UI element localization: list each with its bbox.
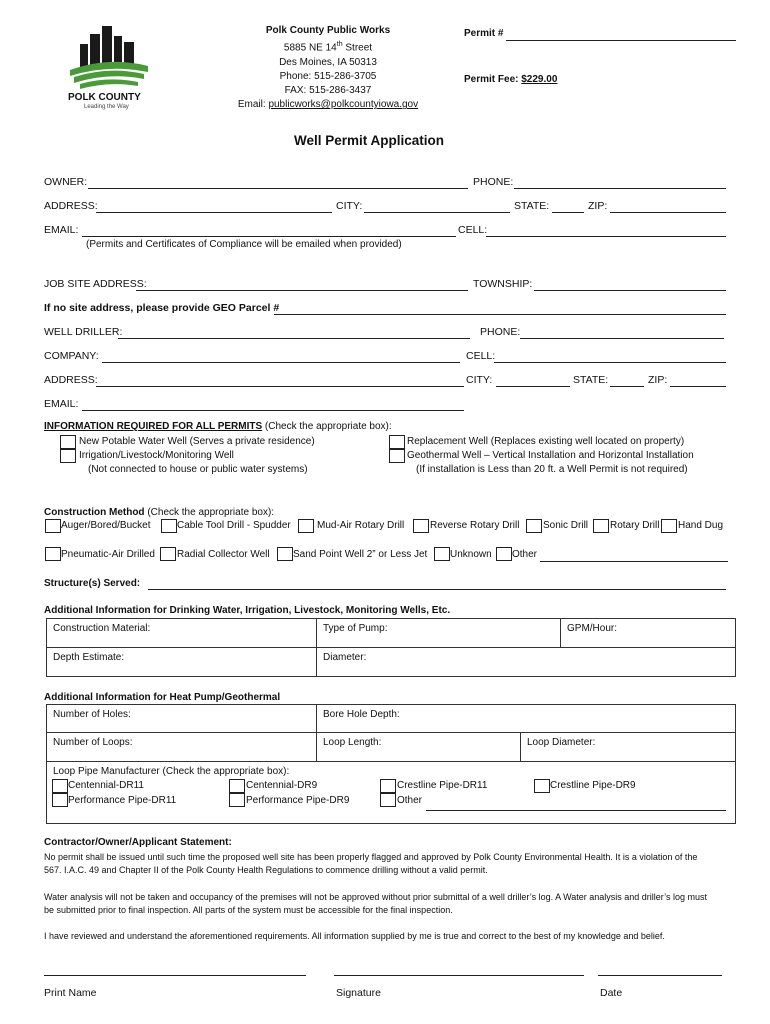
method-sand-point-checkbox[interactable] (277, 547, 293, 561)
print-name-field[interactable] (44, 975, 306, 976)
driller-state-label: STATE: (573, 374, 609, 386)
owner-label: OWNER: (44, 176, 88, 188)
structures-served-field[interactable] (148, 589, 726, 590)
driller-email-field[interactable] (82, 410, 464, 411)
owner-zip-field[interactable] (610, 212, 726, 213)
org-email-link[interactable]: publicworks@polkcountyiowa.gov (268, 99, 419, 111)
owner-state-label: STATE: (514, 200, 550, 212)
driller-email-label: EMAIL: (44, 398, 79, 410)
polk-county-logo (64, 22, 154, 112)
signature-label: Signature (336, 987, 381, 999)
replacement-well-label: Replacement Well (Replaces existing well located on property) (407, 436, 685, 447)
owner-email-note: (Permits and Certificates of Compliance will be emailed when provided) (86, 239, 402, 250)
method-unknown-label: Unknown (450, 549, 492, 560)
pipe-crestline-dr9-label: Crestline Pipe-DR9 (550, 780, 636, 791)
potable-well-checkbox[interactable] (60, 435, 76, 449)
method-rotary-label: Rotary Drill (610, 520, 660, 531)
pipe-other-field[interactable] (426, 810, 726, 811)
logo-tagline: Leading the Way (84, 104, 129, 110)
method-auger-checkbox[interactable] (45, 519, 61, 533)
township-field[interactable] (534, 290, 726, 291)
potable-well-label: New Potable Water Well (Serves a private residence) (79, 436, 315, 447)
pipe-other-label: Other (397, 795, 423, 806)
method-cable-tool-label: Cable Tool Drill - Spudder (177, 520, 291, 531)
company-field[interactable] (102, 362, 460, 363)
owner-phone-field[interactable] (514, 188, 726, 189)
geothermal-info-heading: Additional Information for Heat Pump/Geothermal (44, 692, 281, 703)
org-address-line2: Des Moines, IA 50313 (279, 56, 377, 68)
method-other-field[interactable] (540, 561, 728, 562)
method-other-label: Other (512, 549, 538, 560)
method-radial-checkbox[interactable] (160, 547, 176, 561)
owner-field[interactable] (88, 188, 468, 189)
org-fax: FAX: 515-286-3437 (284, 85, 372, 97)
org-email-line: Email: publicworks@polkcountyiowa.gov (237, 99, 419, 111)
owner-city-label: CITY: (336, 200, 363, 212)
method-reverse-rotary-label: Reverse Rotary Drill (430, 520, 520, 531)
pipe-centennial-dr11-label: Centennial-DR11 (68, 780, 144, 791)
pipe-performance-dr11-label: Performance Pipe-DR11 (68, 795, 177, 806)
statement-paragraph-2b: be submitted prior to final inspection. All parts of the system must be accessible for the final inspection. (44, 905, 453, 915)
number-of-holes-cell[interactable]: Number of Holes: (47, 705, 317, 733)
owner-address-field[interactable] (96, 212, 332, 213)
print-name-label: Print Name (44, 987, 97, 999)
driller-label: WELL DRILLER: (44, 326, 123, 338)
owner-cell-label: CELL: (458, 224, 488, 236)
method-mud-air-checkbox[interactable] (298, 519, 314, 533)
company-label: COMPANY: (44, 350, 99, 362)
pipe-centennial-dr11-checkbox[interactable] (52, 779, 68, 793)
statement-paragraph-2a: Water analysis will not be taken and occupancy of the premises will not be approved without prior submittal of a well driller’s log. A Water analysis and driller’s log must (44, 892, 707, 902)
driller-zip-field[interactable] (670, 386, 726, 387)
pipe-other-checkbox[interactable] (380, 793, 396, 807)
jobsite-address-label: JOB SITE ADDRESS: (44, 278, 147, 290)
permit-number-field[interactable] (506, 40, 736, 41)
driller-phone-field[interactable] (520, 338, 724, 339)
permit-fee: Permit Fee: $229.00 (464, 74, 558, 85)
date-label: Date (600, 987, 623, 999)
method-rotary-checkbox[interactable] (593, 519, 609, 533)
org-phone: Phone: 515-286-3705 (279, 70, 377, 82)
pipe-crestline-dr11-label: Crestline Pipe-DR11 (397, 780, 488, 791)
method-sonic-label: Sonic Drill (543, 520, 589, 531)
drinking-info-heading: Additional Information for Drinking Water, Irrigation, Livestock, Monitoring Wells, Etc. (44, 605, 451, 616)
jobsite-address-field[interactable] (136, 290, 468, 291)
method-pneumatic-label: Pneumatic-Air Drilled (61, 549, 155, 560)
statement-heading: Contractor/Owner/Applicant Statement: (44, 837, 232, 848)
irrigation-well-note: (Not connected to house or public water systems) (88, 464, 308, 475)
method-auger-label: Auger/Bored/Bucket (61, 520, 151, 531)
company-cell-label: CELL: (466, 350, 496, 362)
loop-diameter-cell[interactable]: Loop Diameter: (521, 733, 736, 762)
owner-phone-label: PHONE: (473, 176, 514, 188)
method-radial-label: Radial Collector Well (177, 549, 270, 560)
driller-address-field[interactable] (96, 386, 464, 387)
pipe-centennial-dr9-label: Centennial-DR9 (246, 780, 318, 791)
company-cell-field[interactable] (494, 362, 726, 363)
driller-address-label: ADDRESS: (44, 374, 98, 386)
owner-zip-label: ZIP: (588, 200, 608, 212)
gpm-hour-cell[interactable]: GPM/Hour: (561, 619, 736, 648)
permit-number-label: Permit # (464, 28, 504, 39)
owner-cell-field[interactable] (486, 236, 726, 237)
irrigation-well-label: Irrigation/Livestock/Monitoring Well (79, 450, 234, 461)
method-mud-air-label: Mud-Air Rotary Drill (317, 520, 405, 531)
geo-parcel-field[interactable] (274, 314, 726, 315)
method-hand-dug-label: Hand Dug (678, 520, 724, 531)
pipe-crestline-dr11-checkbox[interactable] (380, 779, 396, 793)
driller-city-field[interactable] (496, 386, 570, 387)
diameter-cell[interactable]: Diameter: (317, 648, 736, 677)
driller-field[interactable] (118, 338, 470, 339)
pipe-performance-dr9-label: Performance Pipe-DR9 (246, 795, 350, 806)
owner-address-label: ADDRESS: (44, 200, 98, 212)
number-of-loops-cell[interactable]: Number of Loops: (47, 733, 317, 762)
date-field[interactable] (598, 975, 722, 976)
method-cable-tool-checkbox[interactable] (161, 519, 177, 533)
geothermal-well-label: Geothermal Well – Vertical Installation and Horizontal Installation (407, 450, 694, 461)
driller-city-label: CITY: (466, 374, 493, 386)
construction-material-cell[interactable]: Construction Material: (47, 619, 317, 648)
statement-paragraph-1a: No permit shall be issued until such time the proposed well site has been properly flagged and approved by Polk County Environmental Health. It is a violation of the (44, 852, 698, 862)
irrigation-well-checkbox[interactable] (60, 449, 76, 463)
drinking-info-table (46, 618, 736, 677)
org-address-line1: 5885 NE 14th Street (283, 41, 373, 54)
pipe-performance-dr11-checkbox[interactable] (52, 793, 68, 807)
depth-estimate-cell[interactable]: Depth Estimate: (47, 648, 317, 677)
township-label: TOWNSHIP: (473, 278, 533, 290)
pipe-performance-dr9-checkbox[interactable] (229, 793, 245, 807)
structures-served-label: Structure(s) Served: (44, 578, 141, 589)
statement-paragraph-1b: 567. I.A.C. 49 and Chapter II of the Polk County Health Regulations to commence drilling without a valid permit. (44, 865, 488, 875)
replacement-well-checkbox[interactable] (389, 435, 405, 449)
method-other-checkbox[interactable] (496, 547, 512, 561)
signature-field[interactable] (334, 975, 584, 976)
driller-phone-label: PHONE: (480, 326, 521, 338)
method-sonic-checkbox[interactable] (526, 519, 542, 533)
statement-paragraph-3: I have reviewed and understand the aforementioned requirements. All information supplied by me is true and correct to the best of my knowledge and belief. (44, 931, 665, 941)
driller-state-field[interactable] (610, 386, 644, 387)
org-address-block (228, 24, 428, 113)
pipe-crestline-dr9-checkbox[interactable] (534, 779, 550, 793)
type-of-pump-cell[interactable]: Type of Pump: (317, 619, 561, 648)
method-sand-point-label: Sand Point Well 2” or Less Jet (293, 549, 428, 560)
geothermal-well-note: (If installation is Less than 20 ft. a Well Permit is not required) (416, 464, 688, 475)
construction-method-heading: Construction Method (Check the appropriate box): (44, 507, 275, 518)
owner-state-field[interactable] (552, 212, 584, 213)
owner-city-field[interactable] (364, 212, 510, 213)
info-required-heading: INFORMATION REQUIRED FOR ALL PERMITS (Check the appropriate box): (44, 421, 392, 432)
org-name: Polk County Public Works (265, 25, 391, 36)
owner-email-label: EMAIL: (44, 224, 79, 236)
logo-text: POLK COUNTY (68, 92, 141, 103)
geothermal-well-checkbox[interactable] (389, 449, 405, 463)
driller-zip-label: ZIP: (648, 374, 668, 386)
owner-email-field[interactable] (82, 236, 456, 237)
loop-length-cell[interactable]: Loop Length: (317, 733, 521, 762)
method-reverse-rotary-checkbox[interactable] (413, 519, 429, 533)
method-pneumatic-checkbox[interactable] (45, 547, 61, 561)
method-hand-dug-checkbox[interactable] (661, 519, 677, 533)
method-unknown-checkbox[interactable] (434, 547, 450, 561)
bore-hole-depth-cell[interactable]: Bore Hole Depth: (317, 705, 736, 733)
loop-pipe-manufacturer-label: Loop Pipe Manufacturer (Check the appropriate box): (53, 766, 290, 777)
geo-parcel-label: If no site address, please provide GEO Parcel # (44, 302, 280, 314)
pipe-centennial-dr9-checkbox[interactable] (229, 779, 245, 793)
page-title: Well Permit Application (294, 133, 445, 148)
